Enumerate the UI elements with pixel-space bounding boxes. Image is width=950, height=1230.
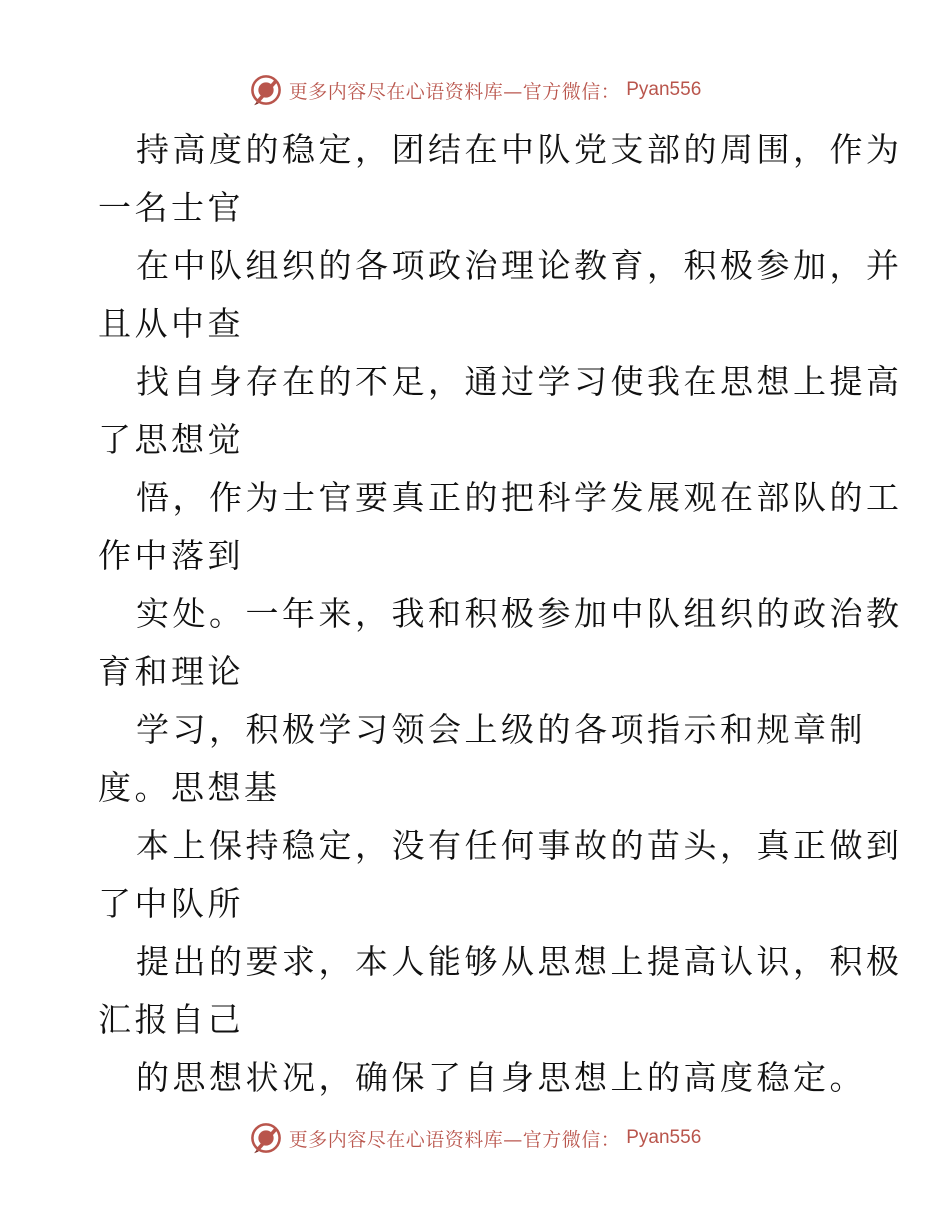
footer-watermark — [0, 1118, 950, 1158]
pen-logo-icon — [249, 1121, 283, 1155]
text-line: 一名士官 — [98, 188, 244, 227]
brand — [249, 1121, 702, 1155]
text-line: 学习，积极学习领会上级的各项指示和规章制 — [136, 710, 866, 749]
header-watermark — [0, 70, 950, 110]
text-line: 且从中查 — [98, 304, 244, 343]
text-line: 提出的要求，本人能够从思想上提高认识，积极 — [136, 942, 903, 981]
text-line: 了思想觉 — [98, 420, 244, 459]
text-line: 本上保持稳定，没有任何事故的苗头，真正做到 — [136, 826, 903, 865]
watermark-text: 更多内容尽在心语资料库—官方微信： — [288, 1128, 621, 1151]
text-line: 的思想状况，确保了自身思想上的高度稳定。 — [136, 1058, 866, 1097]
text-line: 度。思想基 — [98, 768, 281, 807]
text-line: 在中队组织的各项政治理论教育，积极参加，并 — [136, 246, 903, 285]
text-line: 找自身存在的不足，通过学习使我在思想上提高 — [136, 362, 903, 401]
watermark-text: 更多内容尽在心语资料库—官方微信： — [288, 80, 621, 103]
document-body — [98, 121, 903, 1107]
text-line: 悟，作为士官要真正的把科学发展观在部队的工 — [136, 478, 903, 517]
brand — [249, 73, 702, 107]
pen-logo-icon — [249, 73, 283, 107]
text-line: 育和理论 — [98, 652, 244, 691]
text-line: 汇报自己 — [98, 1000, 244, 1039]
text-line: 作中落到 — [98, 536, 244, 575]
text-line: 持高度的稳定，团结在中队党支部的周围，作为 — [136, 130, 903, 169]
watermark-wechat-id: Pyan556 — [626, 79, 702, 100]
text-line: 了中队所 — [98, 884, 244, 923]
watermark-wechat-id: Pyan556 — [626, 1127, 702, 1148]
text-line: 实处。一年来，我和积极参加中队组织的政治教 — [136, 594, 903, 633]
